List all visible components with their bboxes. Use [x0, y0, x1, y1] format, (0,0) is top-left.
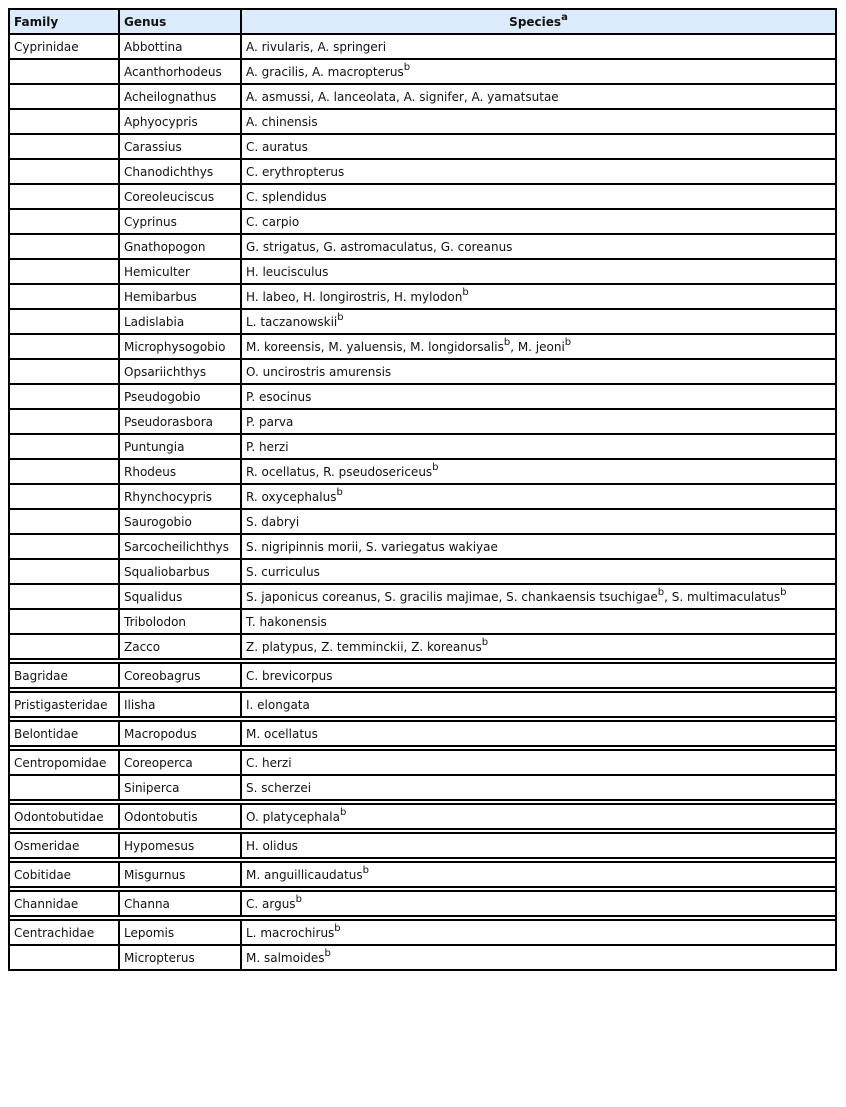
species-cell — [241, 184, 836, 209]
footnote-mark: b — [339, 806, 347, 818]
genus-cell: Misgurnus — [119, 862, 241, 887]
species-name: R. oxycephalus — [246, 489, 337, 504]
species-name: C. splendidus — [246, 189, 327, 204]
genus-cell: Pseudorasbora — [119, 409, 241, 434]
species-cell — [241, 920, 836, 945]
header-genus: Genus — [119, 9, 241, 34]
family-cell — [9, 234, 119, 259]
genus-cell: Acanthorhodeus — [119, 59, 241, 84]
genus-cell: Hypomesus — [119, 833, 241, 858]
species-cell — [241, 384, 836, 409]
genus-cell: Siniperca — [119, 775, 241, 800]
genus-cell: Acheilognathus — [119, 84, 241, 109]
species-cell — [241, 692, 836, 717]
genus-cell: Macropodus — [119, 721, 241, 746]
species-cell — [241, 634, 836, 659]
table-body — [9, 34, 836, 970]
species-cell — [241, 534, 836, 559]
species-cell — [241, 259, 836, 284]
species-name: A. asmussi, A. lanceolata, A. signifer, A. yamatsutae — [246, 89, 559, 104]
species-cell — [241, 559, 836, 584]
table-row — [9, 862, 836, 887]
table-row — [9, 804, 836, 829]
species-name: C. herzi — [246, 755, 292, 770]
species-cell — [241, 159, 836, 184]
species-cell — [241, 775, 836, 800]
table-row — [9, 159, 836, 184]
species-name: C. erythropterus — [246, 164, 345, 179]
table-row — [9, 334, 836, 359]
genus-cell: Lepomis — [119, 920, 241, 945]
species-cell — [241, 284, 836, 309]
footnote-mark: b — [295, 893, 302, 905]
species-cell — [241, 434, 836, 459]
footnote-mark: b — [337, 311, 344, 323]
family-cell — [9, 434, 119, 459]
species-name: L. macrochirus — [246, 925, 335, 940]
table-row — [9, 584, 836, 609]
species-name: C. auratus — [246, 139, 308, 154]
family-cell: Channidae — [9, 891, 119, 916]
family-cell — [9, 484, 119, 509]
species-name: T. hakonensis — [246, 614, 327, 629]
table-row — [9, 534, 836, 559]
species-name: S. curriculus — [246, 564, 320, 579]
family-cell: Centrachidae — [9, 920, 119, 945]
species-name: I. elongata — [246, 697, 310, 712]
table-row — [9, 309, 836, 334]
species-cell — [241, 34, 836, 59]
family-cell — [9, 459, 119, 484]
genus-cell: Gnathopogon — [119, 234, 241, 259]
genus-cell: Coreoleuciscus — [119, 184, 241, 209]
species-name: H. labeo, H. longirostris, H. mylodon — [246, 289, 463, 304]
species-cell — [241, 721, 836, 746]
genus-cell: Rhodeus — [119, 459, 241, 484]
species-name: P. herzi — [246, 439, 289, 454]
family-cell — [9, 309, 119, 334]
species-cell — [241, 209, 836, 234]
species-name: S. scherzei — [246, 780, 312, 795]
species-name: A. gracilis, A. macropterus — [246, 64, 404, 79]
footnote-mark: b — [362, 864, 369, 876]
family-cell — [9, 534, 119, 559]
table-row — [9, 609, 836, 634]
table-row — [9, 84, 836, 109]
species-name: G. strigatus, G. astromaculatus, G. coreanus — [246, 239, 513, 254]
family-cell — [9, 634, 119, 659]
family-cell — [9, 284, 119, 309]
genus-cell: Hemibarbus — [119, 284, 241, 309]
genus-cell: Opsariichthys — [119, 359, 241, 384]
species-cell — [241, 134, 836, 159]
footnote-mark: b — [780, 586, 787, 598]
footnote-mark: b — [324, 947, 331, 959]
species-name: S. dabryi — [246, 514, 300, 529]
genus-cell: Squaliobarbus — [119, 559, 241, 584]
species-cell — [241, 509, 836, 534]
footnote-mark: b — [334, 922, 341, 934]
species-cell — [241, 609, 836, 634]
header-species-footnote: a — [561, 11, 568, 23]
species-cell — [241, 663, 836, 688]
genus-cell: Carassius — [119, 134, 241, 159]
table-row — [9, 920, 836, 945]
family-cell — [9, 775, 119, 800]
genus-cell: Squalidus — [119, 584, 241, 609]
table-row — [9, 384, 836, 409]
table-row — [9, 833, 836, 858]
species-name: H. leucisculus — [246, 264, 329, 279]
footnote-mark: b — [462, 286, 469, 298]
genus-cell: Sarcocheilichthys — [119, 534, 241, 559]
species-cell — [241, 59, 836, 84]
family-cell — [9, 184, 119, 209]
species-name: L. taczanowskii — [246, 314, 338, 329]
species-cell — [241, 833, 836, 858]
species-cell — [241, 584, 836, 609]
table-row — [9, 692, 836, 717]
table-row — [9, 409, 836, 434]
family-cell — [9, 159, 119, 184]
species-name: A. chinensis — [246, 114, 318, 129]
table-row — [9, 134, 836, 159]
genus-cell: Channa — [119, 891, 241, 916]
species-name: C. argus — [246, 896, 296, 911]
family-cell: Centropomidae — [9, 750, 119, 775]
species-cell — [241, 234, 836, 259]
family-cell: Cobitidae — [9, 862, 119, 887]
genus-cell: Rhynchocypris — [119, 484, 241, 509]
family-cell — [9, 259, 119, 284]
footnote-mark: b — [336, 486, 343, 498]
table-row — [9, 34, 836, 59]
family-cell: Osmeridae — [9, 833, 119, 858]
species-name: R. ocellatus, R. pseudosericeus — [246, 464, 433, 479]
family-cell: Cyprinidae — [9, 34, 119, 59]
genus-cell: Micropterus — [119, 945, 241, 970]
family-cell — [9, 334, 119, 359]
species-cell — [241, 84, 836, 109]
table-row — [9, 509, 836, 534]
species-cell — [241, 804, 836, 829]
genus-cell: Cyprinus — [119, 209, 241, 234]
family-cell: Bagridae — [9, 663, 119, 688]
header-species-label: Species — [509, 14, 562, 29]
genus-cell: Hemiculter — [119, 259, 241, 284]
species-name: C. brevicorpus — [246, 668, 333, 683]
species-name: C. carpio — [246, 214, 300, 229]
species-name: O. uncirostris amurensis — [246, 364, 392, 379]
species-name: P. parva — [246, 414, 294, 429]
table-row — [9, 59, 836, 84]
table-row — [9, 109, 836, 134]
table-row — [9, 750, 836, 775]
table-row — [9, 891, 836, 916]
species-cell — [241, 750, 836, 775]
table-row — [9, 484, 836, 509]
species-name: H. olidus — [246, 838, 298, 853]
genus-cell: Puntungia — [119, 434, 241, 459]
footnote-mark: b — [403, 61, 411, 73]
header-species — [241, 9, 836, 34]
species-cell — [241, 359, 836, 384]
genus-cell: Odontobutis — [119, 804, 241, 829]
species-name: , S. multimaculatus — [664, 589, 781, 604]
species-name: , M. jeoni — [510, 339, 565, 354]
species-cell — [241, 334, 836, 359]
header-row — [9, 9, 836, 34]
genus-cell: Coreoperca — [119, 750, 241, 775]
species-cell — [241, 484, 836, 509]
footnote-mark: b — [657, 586, 665, 598]
species-name: M. anguillicaudatus — [246, 867, 363, 882]
species-name: Z. platypus, Z. temminckii, Z. koreanus — [246, 639, 482, 654]
species-cell — [241, 309, 836, 334]
table-row — [9, 559, 836, 584]
genus-cell: Zacco — [119, 634, 241, 659]
genus-cell: Tribolodon — [119, 609, 241, 634]
table-row — [9, 234, 836, 259]
species-cell — [241, 109, 836, 134]
family-cell — [9, 59, 119, 84]
genus-cell: Chanodichthys — [119, 159, 241, 184]
family-cell — [9, 559, 119, 584]
family-cell — [9, 584, 119, 609]
family-cell — [9, 109, 119, 134]
genus-cell: Saurogobio — [119, 509, 241, 534]
family-cell — [9, 384, 119, 409]
family-cell — [9, 945, 119, 970]
genus-cell: Aphyocypris — [119, 109, 241, 134]
table-row — [9, 434, 836, 459]
table-row — [9, 284, 836, 309]
species-cell — [241, 891, 836, 916]
family-cell — [9, 84, 119, 109]
species-name: M. koreensis, M. yaluensis, M. longidorsalis — [246, 339, 504, 354]
species-name: A. rivularis, A. springeri — [246, 39, 387, 54]
footnote-mark: b — [432, 461, 439, 473]
species-name: O. platycephala — [246, 809, 340, 824]
family-cell — [9, 409, 119, 434]
table-row — [9, 359, 836, 384]
species-name: M. ocellatus — [246, 726, 318, 741]
table-row — [9, 459, 836, 484]
species-name: P. esocinus — [246, 389, 312, 404]
family-cell: Odontobutidae — [9, 804, 119, 829]
family-cell — [9, 134, 119, 159]
genus-cell: Ladislabia — [119, 309, 241, 334]
species-name: S. nigripinnis morii, S. variegatus wakiyae — [246, 539, 498, 554]
species-name: S. japonicus coreanus, S. gracilis majimae, S. chankaensis tsuchigae — [246, 589, 658, 604]
table-row — [9, 721, 836, 746]
species-cell — [241, 459, 836, 484]
table-row — [9, 184, 836, 209]
species-cell — [241, 862, 836, 887]
header-family: Family — [9, 9, 119, 34]
table-row — [9, 634, 836, 659]
genus-cell: Ilisha — [119, 692, 241, 717]
table-row — [9, 663, 836, 688]
footnote-mark: b — [564, 336, 572, 348]
species-cell — [241, 409, 836, 434]
genus-cell: Microphysogobio — [119, 334, 241, 359]
footnote-mark: b — [503, 336, 511, 348]
table-row — [9, 945, 836, 970]
family-cell — [9, 209, 119, 234]
genus-cell: Coreobagrus — [119, 663, 241, 688]
table-row — [9, 259, 836, 284]
species-table — [8, 8, 837, 971]
family-cell — [9, 359, 119, 384]
footnote-mark: b — [481, 636, 489, 648]
family-cell: Belontidae — [9, 721, 119, 746]
species-cell — [241, 945, 836, 970]
genus-cell: Abbottina — [119, 34, 241, 59]
family-cell — [9, 609, 119, 634]
table-row — [9, 775, 836, 800]
species-name: M. salmoides — [246, 950, 325, 965]
family-cell — [9, 509, 119, 534]
family-cell: Pristigasteridae — [9, 692, 119, 717]
table-row — [9, 209, 836, 234]
genus-cell: Pseudogobio — [119, 384, 241, 409]
